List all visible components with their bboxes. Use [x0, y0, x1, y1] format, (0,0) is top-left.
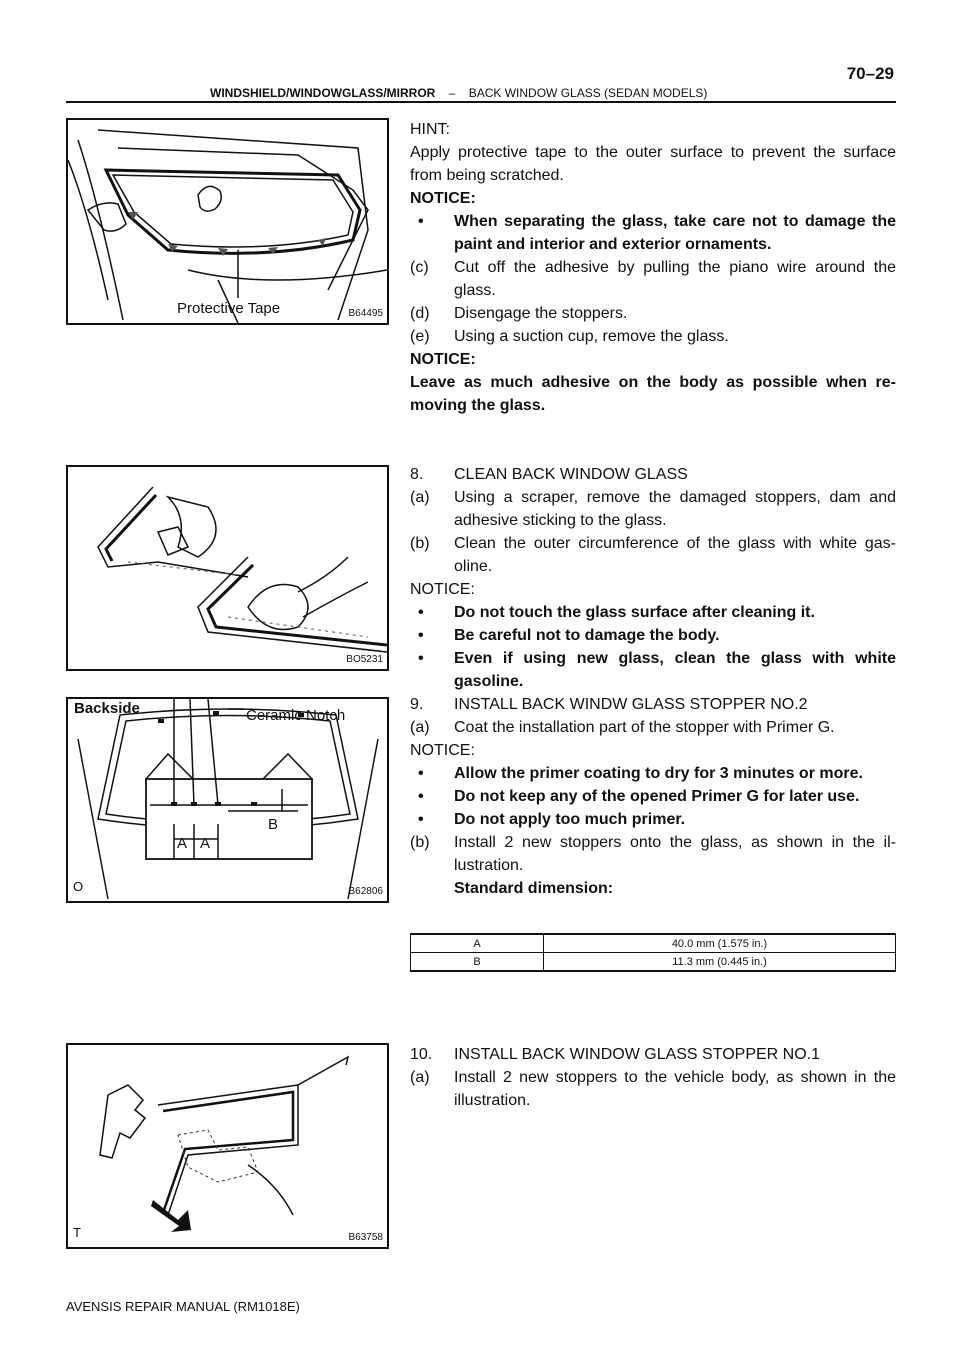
standard-dimension-table — [410, 933, 896, 972]
header-section: WINDSHIELD/WINDOWGLASS/MIRROR — [210, 86, 436, 100]
step-9b: (b) Install 2 new stoppers onto the glass, as shown in the il- lustration. — [410, 834, 896, 874]
dimension-a-label: A — [177, 835, 188, 852]
notice-bullet: • Do not apply too much primer. — [418, 811, 686, 828]
figure-protective-tape — [66, 118, 389, 325]
notice-heading: NOTICE: — [410, 351, 476, 368]
figure-mark: T — [73, 1225, 81, 1240]
notice-bullet: • Allow the primer coating to dry for 3 minutes or more. — [418, 765, 863, 782]
step-10: 10. INSTALL BACK WINDOW GLASS STOPPER NO.1 — [410, 1046, 821, 1063]
table-cell-key: A — [411, 934, 544, 953]
figure-clean-glass — [66, 465, 389, 671]
figure-code: B62806 — [348, 886, 383, 897]
table-cell-key: B — [411, 953, 544, 972]
header-rule — [66, 101, 896, 103]
step-9: 9. INSTALL BACK WINDW GLASS STOPPER NO.2 — [410, 696, 808, 713]
notice-heading: NOTICE: — [410, 581, 475, 598]
figure-code: BO5231 — [346, 654, 383, 665]
dimension-a-label: A — [200, 835, 211, 852]
procedure-text-clean-install — [410, 463, 896, 900]
step-8b: (b) Clean the outer circumference of the glass with white gas- oline. — [410, 535, 896, 575]
notice-heading: NOTICE: — [410, 190, 476, 207]
step-d: (d) Disengage the stoppers. — [410, 305, 628, 322]
notice-bullet: • Be careful not to damage the body. — [418, 627, 720, 644]
step-e: (e) Using a suction cup, remove the glass. — [410, 328, 729, 345]
protective-tape-label: Protective Tape — [177, 300, 281, 317]
notice-bullet: • When separating the glass, take care not to damage the paint and interior and exterior ornaments. — [418, 213, 896, 253]
dimension-b-label: B — [268, 816, 279, 833]
notice-bullet: • Even if using new glass, clean the glass with white gasoline. — [418, 650, 896, 690]
protective-tape-illustration — [68, 120, 387, 323]
footer-manual-name: AVENSIS REPAIR MANUAL (RM1018E) — [66, 1299, 300, 1314]
table-row — [411, 934, 896, 953]
figure-stopper-no2 — [66, 697, 389, 903]
hint-text: Apply protective tape to the outer surface to prevent the surface from being scratched. — [410, 144, 896, 184]
running-header — [210, 86, 707, 100]
page-number: 70–29 — [846, 64, 894, 83]
header-dash: – — [448, 86, 456, 100]
step-8a: (a) Using a scraper, remove the damaged stoppers, dam and adhesive sticking to the glass. — [410, 489, 896, 529]
figure-code: B63758 — [348, 1232, 383, 1243]
procedure-text-removal — [410, 118, 896, 417]
header-subsection: BACK WINDOW GLASS (SEDAN MODELS) — [468, 86, 708, 100]
notice-heading: NOTICE: — [410, 742, 475, 759]
table-cell-value: 40.0 mm (1.575 in.) — [544, 934, 896, 953]
stopper-no1-illustration — [68, 1045, 387, 1247]
table-cell-value: 11.3 mm (0.445 in.) — [544, 953, 896, 972]
cleaning-glass-illustration — [68, 467, 387, 669]
figure-mark: O — [73, 879, 84, 894]
stopper-no2-diagram — [68, 699, 387, 901]
step-10a: (a) Install 2 new stoppers to the vehicle body, as shown in the illustration. — [410, 1069, 896, 1109]
figure-stopper-no1 — [66, 1043, 389, 1249]
figure-code: B64495 — [348, 308, 383, 319]
step-c: (c) Cut off the adhesive by pulling the piano wire around the glass. — [410, 259, 896, 299]
notice-text: Leave as much adhesive on the body as possible when re- moving the glass. — [410, 374, 896, 414]
backside-label: Backside — [74, 700, 140, 717]
procedure-text-stopper-no1 — [410, 1043, 896, 1112]
notice-bullet: • Do not touch the glass surface after cleaning it. — [418, 604, 815, 621]
ceramic-notch-label: Ceramic Notch — [246, 707, 346, 724]
hint-heading: HINT: — [410, 121, 450, 138]
step-8: 8. CLEAN BACK WINDOW GLASS — [410, 466, 688, 483]
step-9a: (a) Coat the installation part of the stopper with Primer G. — [410, 719, 835, 736]
standard-dimension: Standard dimension: — [454, 880, 614, 897]
notice-bullet: • Do not keep any of the opened Primer G for later use. — [418, 788, 860, 805]
table-row — [411, 953, 896, 972]
